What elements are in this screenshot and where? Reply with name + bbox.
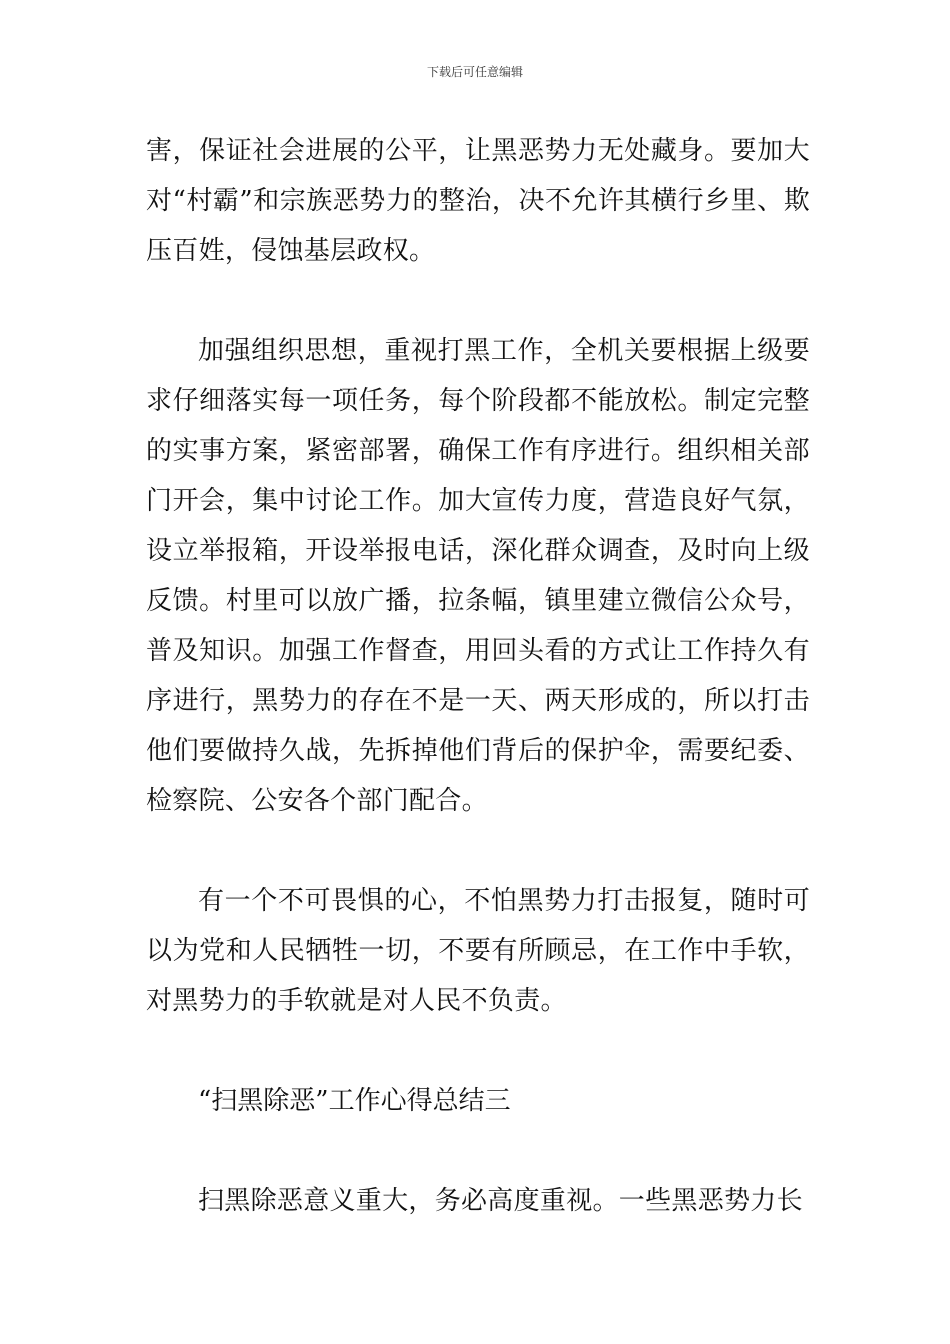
document-body xyxy=(146,126,810,1226)
paragraph-1: 害，保证社会进展的公平，让黑恶势力无处藏身。要加大对“村霸”和宗族恶势力的整治，决不允许其横行乡里、欺压百姓，侵蚀基层政权。 xyxy=(146,136,810,266)
paragraph-4: 扫黑除恶意义重大，务必高度重视。一些黑恶势力长 xyxy=(198,1186,803,1216)
paragraph-gap xyxy=(146,826,810,876)
section-heading: “扫黑除恶”工作心得总结三 xyxy=(198,1086,511,1116)
paragraph-gap xyxy=(146,1026,810,1076)
paragraph-gap xyxy=(146,1126,810,1176)
paragraph-3: 有一个不可畏惧的心，不怕黑势力打击报复，随时可以为党和人民牺牲一切，不要有所顾忌，在工作中手软，对黑势力的手软就是对人民不负责。 xyxy=(146,886,810,1016)
page-header-note: 下载后可任意编辑 xyxy=(426,65,523,79)
paragraph-2: 加强组织思想，重视打黑工作，全机关要根据上级要求仔细落实每一项任务，每个阶段都不能放松。制定完整的实事方案，紧密部署，确保工作有序进行。组织相关部门开会，集中讨论工作。加大宣传力度，营造良好气氛，设立举报箱，开设举报电话，深化群众调查，及时向上级反馈。村里可以放广播，拉条幅，镇里建立微信公众号，普及知识。加强工作督查，用回头看的方式让工作持久有序进行，黑势力的存在不是一天、两天形成的，所以打击他们要做持久战，先拆掉他们背后的保护伞，需要纪委、检察院、公安各个部门配合。 xyxy=(146,336,810,816)
paragraph-gap xyxy=(146,276,810,326)
